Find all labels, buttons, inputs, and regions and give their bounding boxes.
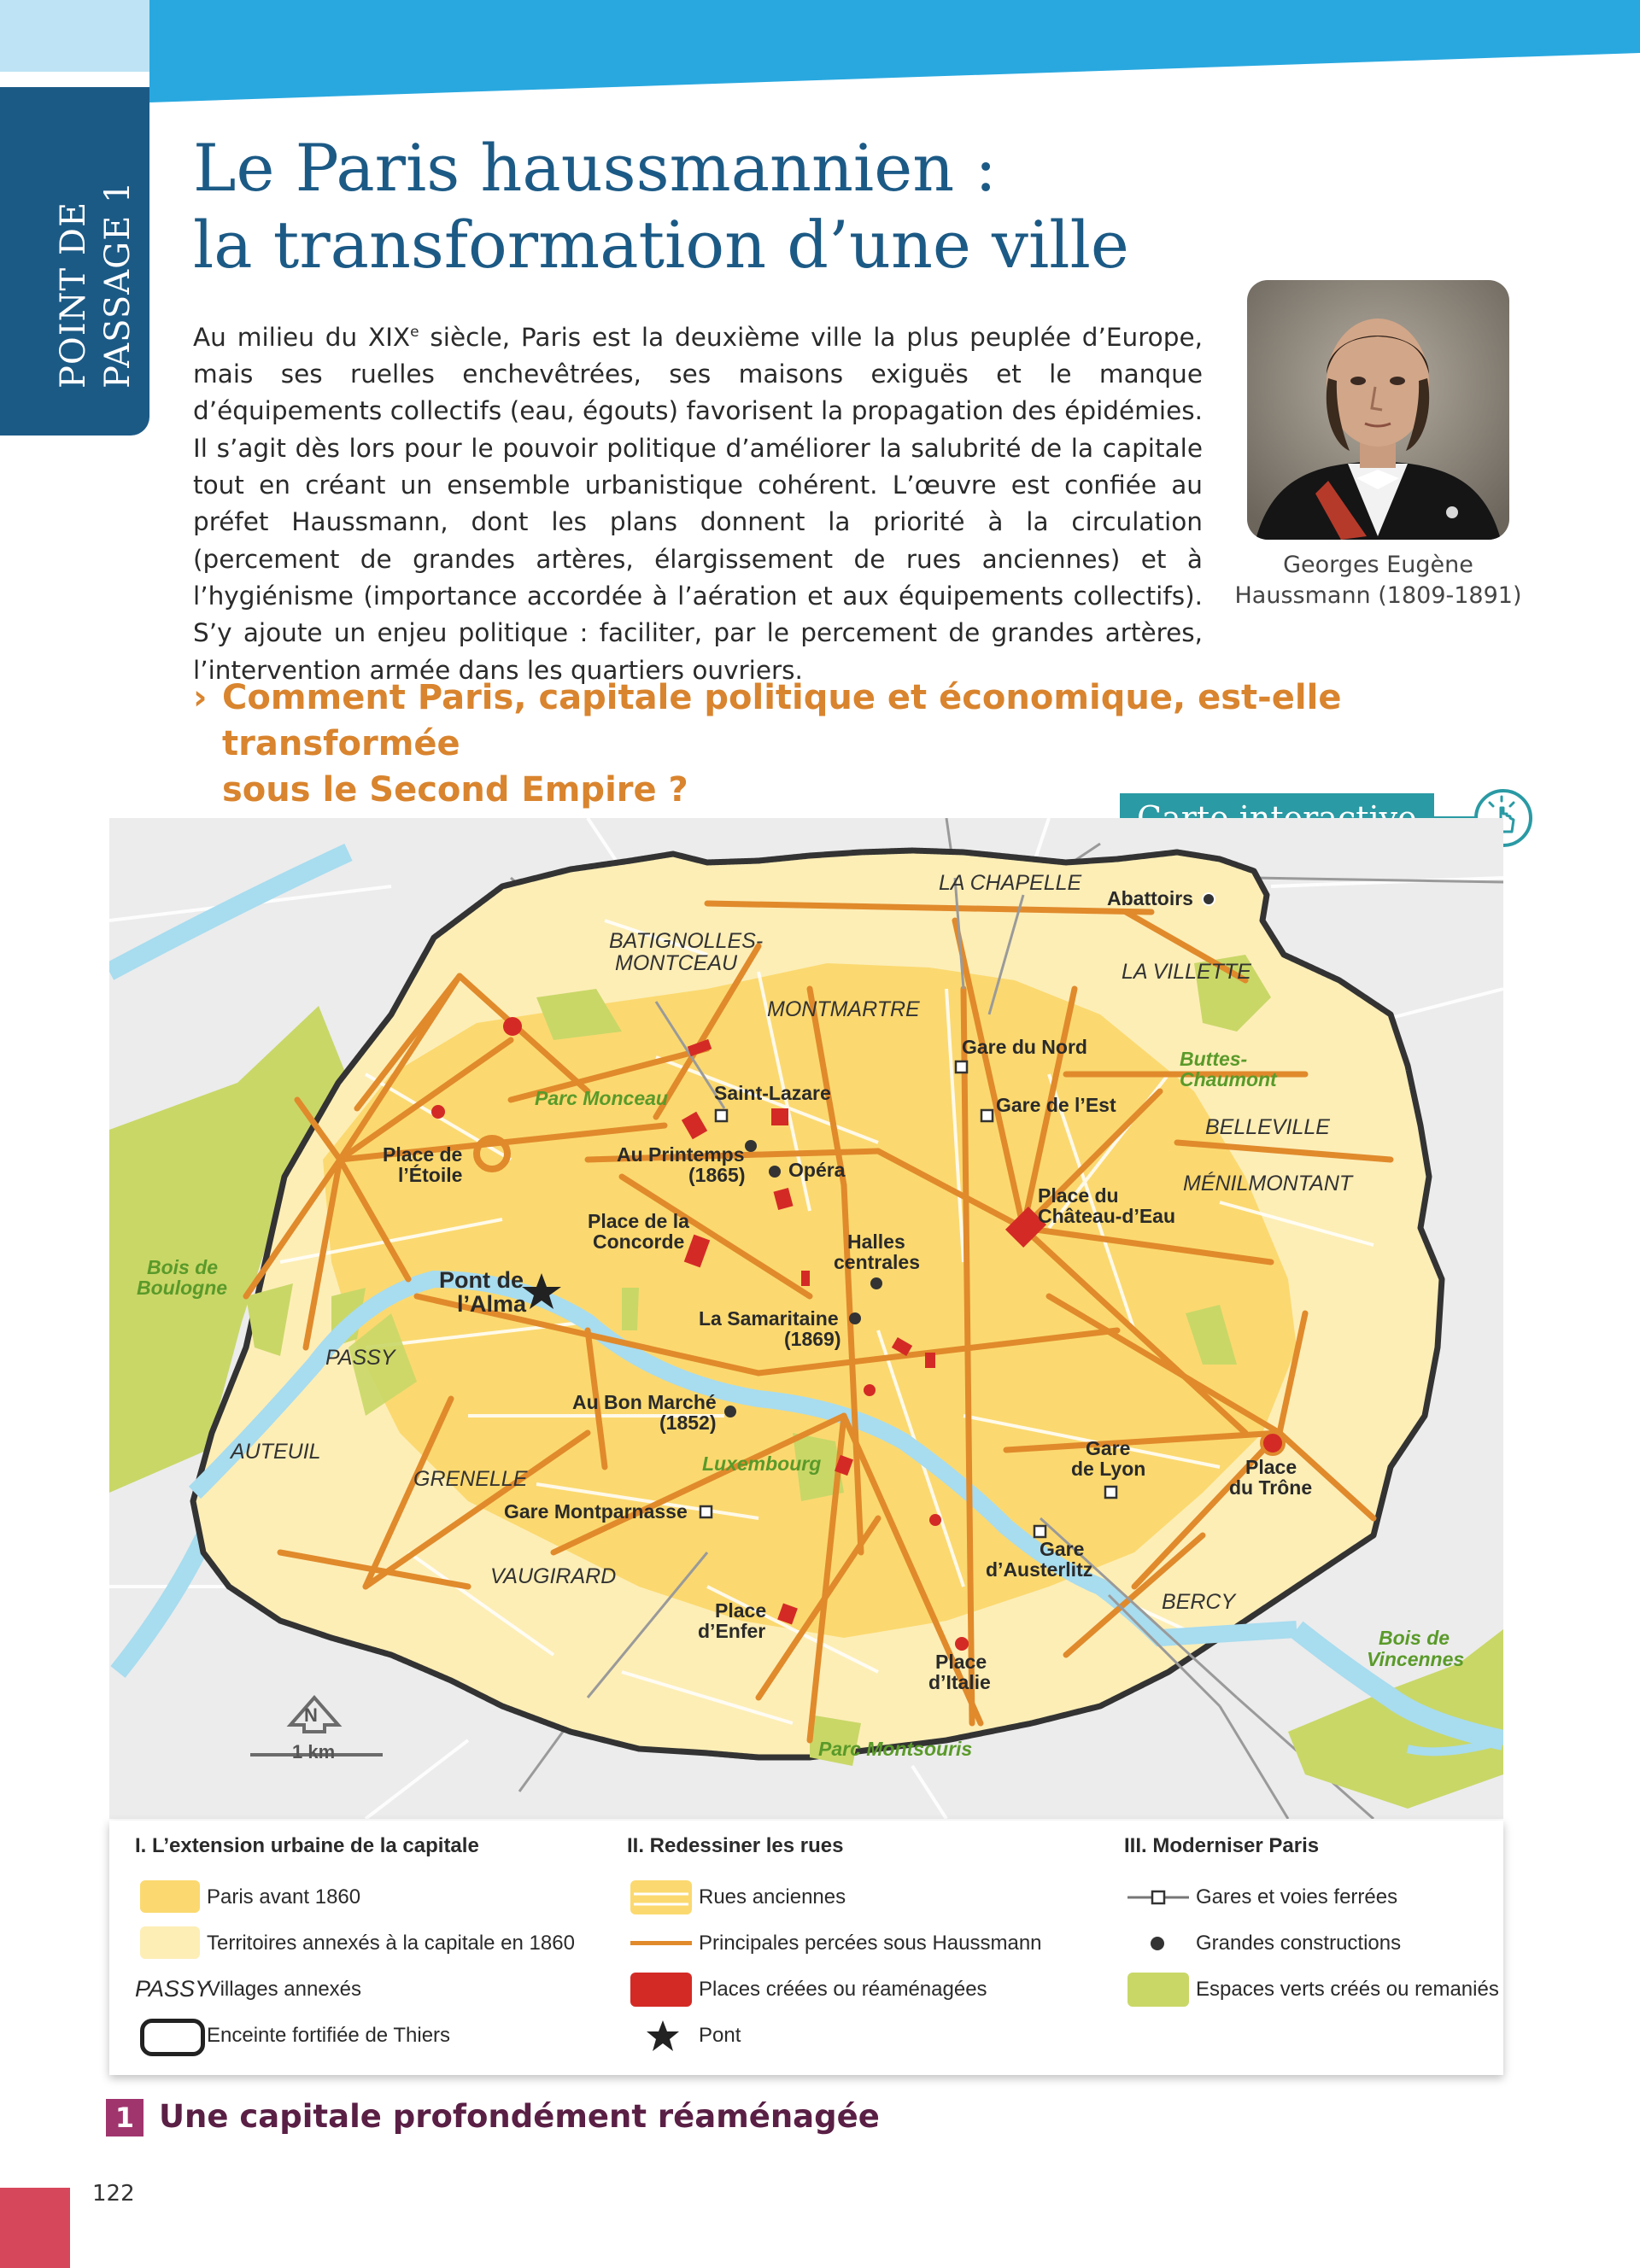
legend-item: Paris avant 1860 (207, 1885, 361, 1909)
district-label: PASSY (325, 1346, 395, 1370)
question-line1: Comment Paris, capitale politique et économique, est-elle transformée (222, 678, 1342, 763)
place-label: (1865) (688, 1164, 746, 1186)
legend-item: Villages annexés (207, 1978, 362, 2001)
map-legend (109, 1821, 1503, 2075)
portrait-caption-line2: Haussmann (1809-1891) (1234, 582, 1522, 609)
district-label: LA VILLETTE (1122, 960, 1251, 984)
side-tab-label (51, 47, 140, 389)
green-space-label: Parc Montsouris (818, 1738, 973, 1760)
legend-item: Grandes constructions (1196, 1932, 1402, 1955)
legend-item: Places créées ou réaménagées (699, 1978, 987, 2001)
intro-paragraph (193, 314, 1203, 689)
document-number: 1 (106, 2099, 144, 2136)
district-label: MONTMARTRE (767, 997, 920, 1021)
swatch-green (1128, 1973, 1189, 2007)
district-label: GRENELLE (413, 1467, 528, 1491)
place-label: Place (935, 1651, 987, 1673)
swatch-percees (630, 1941, 692, 1945)
place-label: Opéra (788, 1159, 846, 1181)
place-label: (1869) (784, 1328, 841, 1350)
legend-item: Rues anciennes (699, 1885, 846, 1909)
legend-item: Pont (699, 2024, 741, 2047)
place-label: Saint-Lazare (714, 1082, 831, 1104)
place-label: Place du (1038, 1184, 1119, 1207)
green-space-label: Parc Monceau (535, 1087, 668, 1109)
place-label: Place de la (588, 1210, 689, 1232)
document-title: Une capitale profondément réaménagée (159, 2098, 880, 2135)
intro-text-start: Au milieu du XIX (193, 322, 411, 352)
place-label: Gare (1040, 1538, 1085, 1560)
title-line2: la transformation d’une ville (193, 207, 1129, 283)
district-label: VAUGIRARD (490, 1564, 617, 1588)
chevron-right-icon: › (193, 678, 208, 717)
place-label: Pont de (439, 1267, 524, 1293)
swatch-old-streets (630, 1880, 692, 1914)
intro-superscript: e (410, 324, 419, 341)
place-label: d’Enfer (698, 1620, 766, 1642)
place-label: (1852) (659, 1412, 717, 1434)
swatch-places (630, 1973, 692, 2007)
place-label: Gare de l’Est (996, 1094, 1116, 1116)
place-label: Au Bon Marché (572, 1391, 717, 1413)
side-tab-line1: POINT DE (54, 201, 93, 389)
place-label: l’Alma (457, 1291, 527, 1317)
place-label: La Samaritaine (699, 1307, 839, 1330)
district-label: BELLEVILLE (1205, 1115, 1330, 1139)
legend-item: Principales percées sous Haussmann (699, 1932, 1042, 1955)
legend-item: Gares et voies ferrées (1196, 1885, 1398, 1909)
legend-section-title: III. Moderniser Paris (1124, 1834, 1320, 1857)
district-label: AUTEUIL (231, 1440, 321, 1464)
place-label: Place de (383, 1143, 463, 1166)
legend-section-title: II. Redessiner les rues (627, 1834, 844, 1857)
intro-text-rest: siècle, Paris est la deuxième ville la plus peuplée d’Europe, mais ses ruelles enchevêtrées, ses maisons exiguës et le manque d’équipements collectifs (eau, égouts) favorisent la propagation des épidémies. Il s’agit dès lors pour le pouvoir politique d’améliorer la salubrité de la capitale tout en créant un ensemble urbanistique cohérent. L’œuvre est confiée au préfet Haussmann, dont les plans donnent la priorité à la circulation (percement de grandes artères, élargissement de rues anciennes) et à l’hygiénisme (importance accordée à l’aération et aux équipements collectifs). S’y ajoute un enjeu politique : faciliter, par le percement de grandes artères, l’intervention armée dans les quartiers ouvriers. (193, 322, 1203, 685)
swatch-thiers-wall (140, 2019, 205, 2056)
district-label: BERCY (1162, 1590, 1236, 1614)
north-label: N (304, 1704, 318, 1726)
page-title (193, 130, 1303, 284)
place-label: Halles (847, 1230, 905, 1253)
place-label: Château-d’Eau (1038, 1205, 1176, 1227)
legend-section-title: I. L’extension urbaine de la capitale (135, 1834, 479, 1857)
scale-label: 1 km (292, 1741, 336, 1762)
place-label: Gare Montparnasse (504, 1500, 688, 1523)
place-label: Gare (1086, 1437, 1131, 1459)
district-label: MONTCEAU (615, 951, 738, 975)
green-space-label: Chaumont (1180, 1068, 1277, 1090)
district-label: LA CHAPELLE (939, 871, 1082, 895)
green-space-label: Buttes- (1180, 1048, 1248, 1070)
legend-item: Territoires annexés à la capitale en 1860 (207, 1932, 575, 1955)
station-icon (1128, 1887, 1189, 1908)
place-label: du Trône (1229, 1476, 1313, 1499)
green-space-label: Boulogne (137, 1277, 228, 1299)
place-label: d’Austerlitz (986, 1558, 1093, 1581)
place-label: d’Italie (928, 1671, 991, 1693)
page-number: 122 (92, 2181, 135, 2207)
paris-map (109, 818, 1503, 1819)
portrait-caption (1230, 550, 1526, 611)
title-line1: Le Paris haussmannien : (193, 130, 997, 206)
place-label: l’Étoile (398, 1164, 463, 1186)
portrait-caption-line1: Georges Eugène (1283, 552, 1473, 578)
star-icon (646, 2019, 680, 2053)
green-space-label: Bois de (147, 1256, 219, 1278)
legend-example-passy: PASSY (135, 1976, 211, 2002)
place-label: Place (1245, 1456, 1297, 1478)
place-label: Place (715, 1599, 767, 1622)
page-corner-strip (0, 2188, 70, 2268)
legend-item: Enceinte fortifiée de Thiers (207, 2024, 451, 2047)
green-space-label: Luxembourg (702, 1453, 822, 1475)
green-space-label: Bois de (1379, 1627, 1450, 1649)
side-tab-line2: PASSAGE 1 (98, 180, 138, 389)
place-label: Abattoirs (1107, 887, 1193, 909)
swatch-annexed (140, 1926, 200, 1959)
haussmann-portrait (1247, 280, 1509, 540)
place-label: de Lyon (1071, 1458, 1146, 1480)
swatch-old-paris (140, 1880, 200, 1913)
legend-item: Espaces verts créés ou remaniés (1196, 1978, 1499, 2001)
green-space-label: Vincennes (1367, 1648, 1465, 1670)
district-label: MÉNILMONTANT (1183, 1172, 1353, 1195)
top-banner (0, 0, 1640, 102)
place-label: Concorde (593, 1230, 685, 1253)
guiding-question (195, 675, 1476, 813)
question-line2: sous le Second Empire ? (222, 770, 688, 810)
place-label: centrales (834, 1251, 921, 1273)
dot-icon (1151, 1937, 1164, 1950)
place-label: Gare du Nord (962, 1036, 1087, 1058)
district-label: BATIGNOLLES- (609, 929, 764, 953)
place-label: Au Printemps (617, 1143, 745, 1166)
